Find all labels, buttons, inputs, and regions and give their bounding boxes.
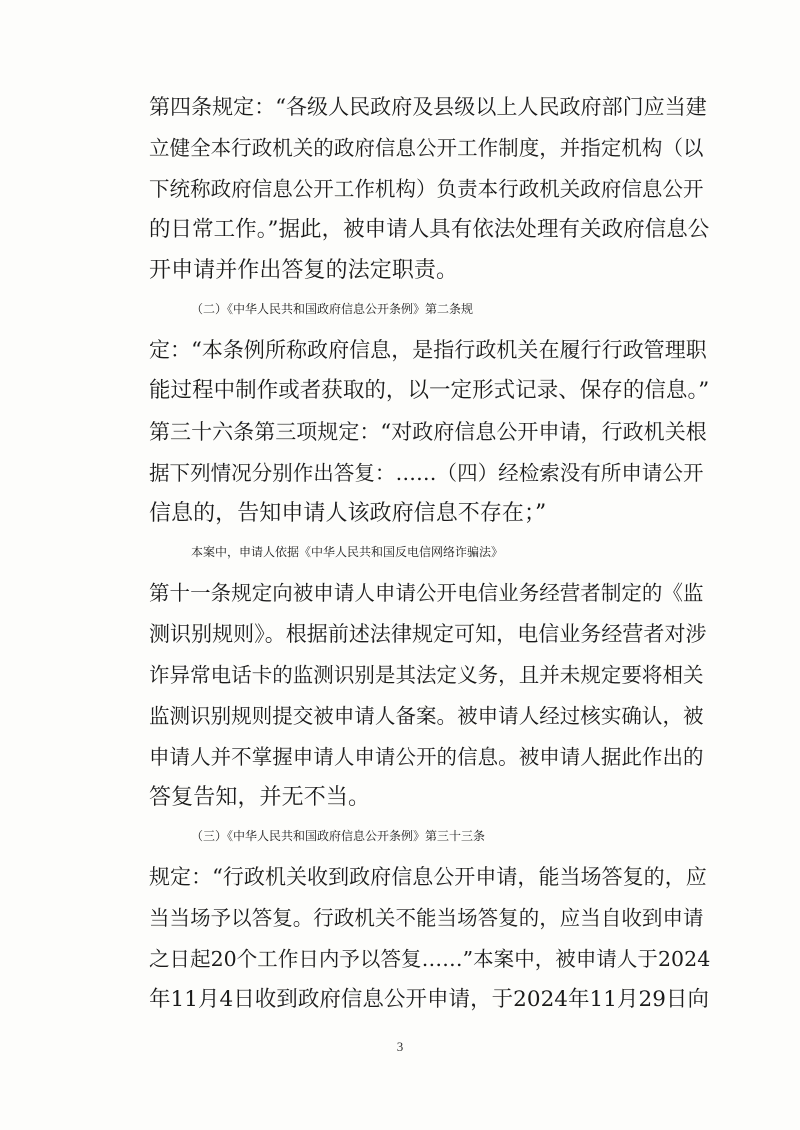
text-line: 信息的，告知申请人该政府信息不存在；” (149, 501, 547, 526)
text-line: 本案中，申请人依据《中华人民共和国反电信网络诈骗法》 (191, 545, 504, 559)
text-line: 第十一条规定向被申请人申请公开电信业务经营者制定的《监 (149, 581, 704, 605)
text-line: 监测识别规则提交被申请人备案。被申请人经过核实确认，被 (149, 704, 704, 728)
text-line: 当当场予以答复。行政机关不能当场答复的，应当自收到申请 (149, 906, 704, 930)
text-line: 据下列情况分别作出答复：……（四）经检索没有所申请公开 (149, 461, 704, 485)
text-line: 下统称政府信息公开工作机构）负责本行政机关政府信息公开 (149, 177, 704, 201)
text-line: 能过程中制作或者获取的，以一定形式记录、保存的信息。” (149, 378, 710, 403)
text-line: （三）《中华人民共和国政府信息公开条例》第三十三条 (191, 829, 486, 843)
text-line: 开申请并作出答复的法定职责。 (149, 258, 459, 283)
text-line: 答复告知，并无不当。 (149, 785, 371, 810)
text-line: （二）《中华人民共和国政府信息公开条例》第二条规 (191, 302, 474, 316)
text-line: 测识别规则》。根据前述法律规定可知，电信业务经营者对涉 (149, 622, 707, 646)
text-line: 第三十六条第三项规定：“对政府信息公开申请，行政机关根 (149, 420, 707, 444)
text-line: 之日起20个工作日内予以答复……”本案中，被申请人于2024 (149, 947, 711, 971)
text-line: 年11月4日收到政府信息公开申请，于2024年11月29日向 (149, 987, 710, 1012)
text-line: 立健全本行政机关的政府信息公开工作制度，并指定机构（以 (149, 136, 704, 160)
text-line: 诈异常电话卡的监测识别是其法定义务，且并未规定要将相关 (149, 663, 704, 687)
text-line: 定：“本条例所称政府信息，是指行政机关在履行行政管理职 (149, 338, 707, 362)
text-line: 第四条规定：“各级人民政府及县级以上人民政府部门应当建 (149, 95, 707, 119)
text-line: 规定：“行政机关收到政府信息公开申请，能当场答复的，应 (149, 865, 707, 889)
page-number: 3 (396, 1039, 404, 1054)
text-line: 的日常工作。”据此，被申请人具有依法处理有关政府信息公 (149, 217, 710, 242)
text-line: 申请人并不掌握申请人申请公开的信息。被申请人据此作出的 (149, 745, 704, 769)
